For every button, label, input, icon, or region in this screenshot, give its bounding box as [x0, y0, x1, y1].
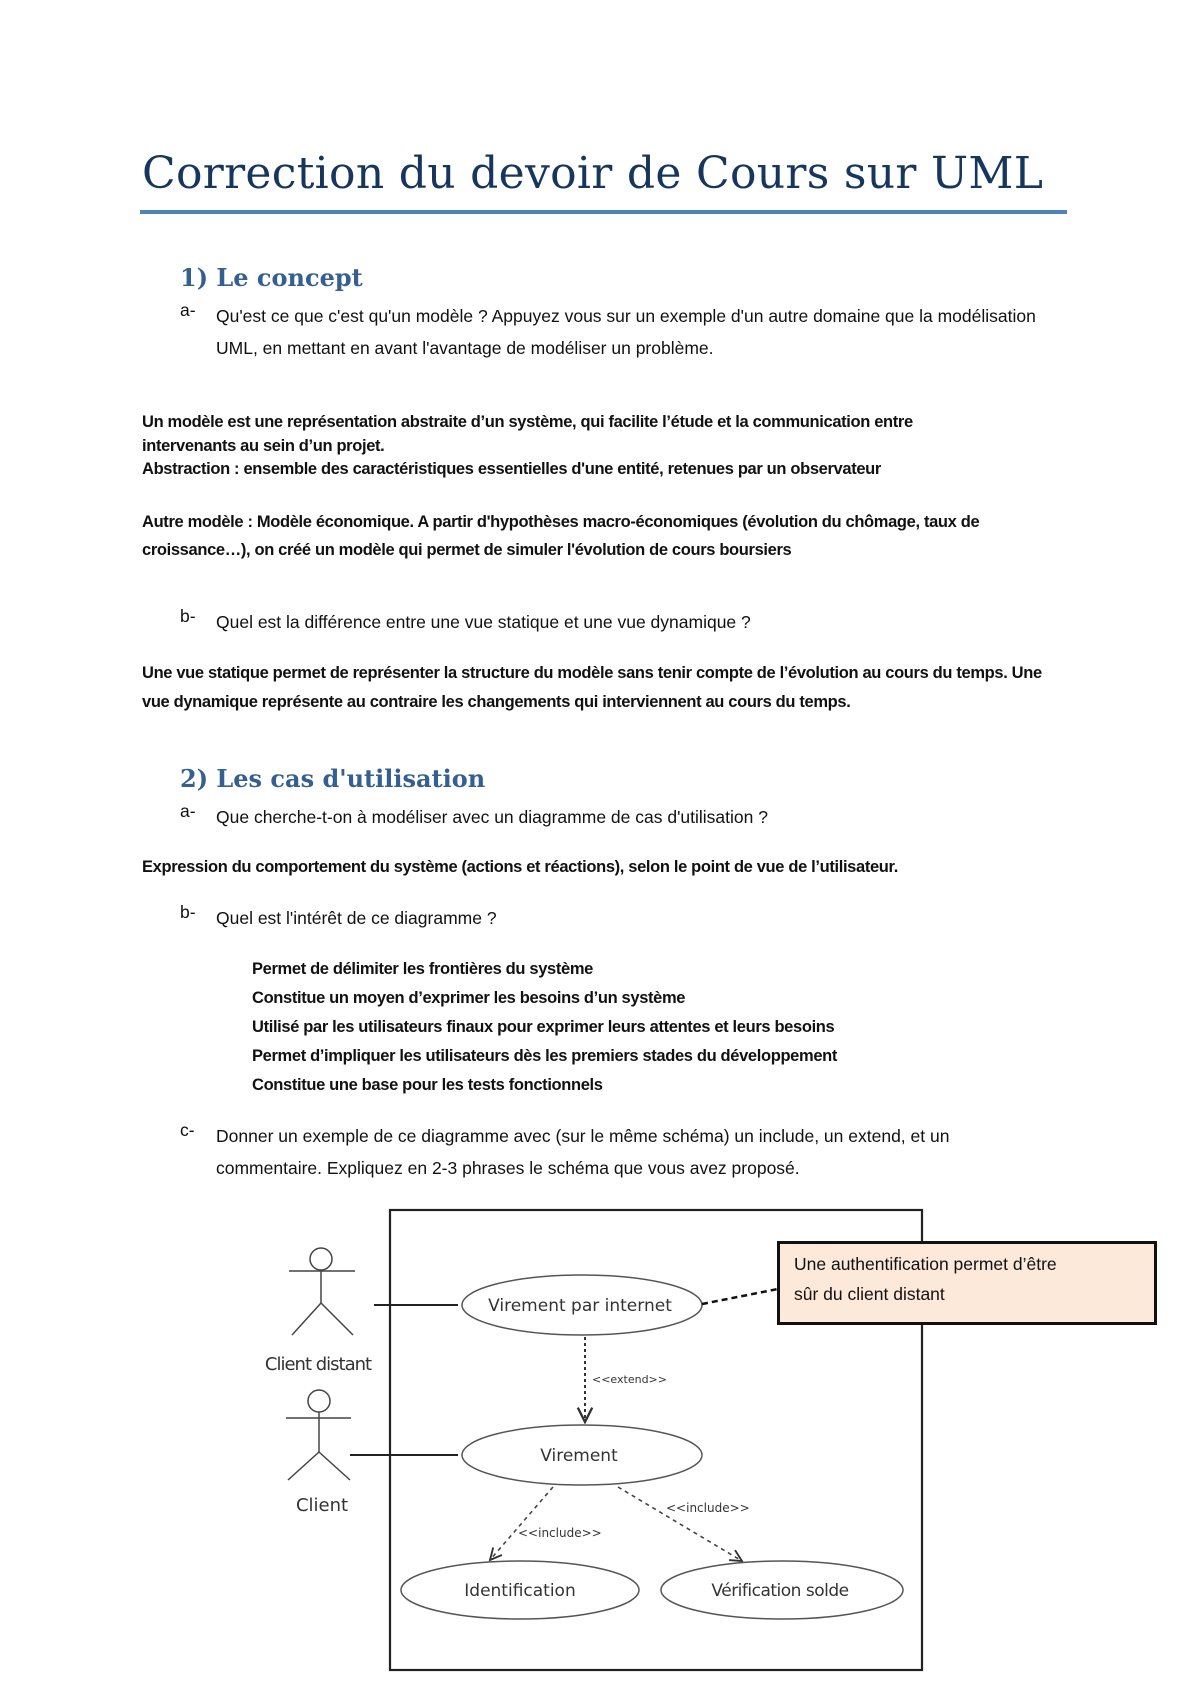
question-marker: b- — [180, 606, 196, 626]
question-text: Que cherche-t-on à modéliser avec un diagramme de cas d'utilisation ? — [216, 807, 768, 827]
include-arrow-identification — [490, 1487, 553, 1560]
note-line: sûr du client distant — [794, 1284, 945, 1304]
include-label: <<include>> — [666, 1501, 750, 1515]
question-marker: a- — [180, 801, 196, 821]
question-marker: c- — [180, 1120, 195, 1140]
stick-figure-icon — [286, 1390, 351, 1480]
question-marker: b- — [180, 902, 196, 922]
use-case-virement-internet — [462, 1275, 702, 1335]
list-item: Permet d’impliquer les utilisateurs dès les premiers stades du développement — [252, 1047, 838, 1065]
include-label: <<include>> — [518, 1526, 602, 1540]
use-case-virement — [462, 1425, 702, 1485]
use-case-identification — [401, 1561, 639, 1619]
page-title: Correction du devoir de Cours sur UML — [142, 148, 1044, 199]
list-item: Constitue un moyen d’exprimer les besoins d’un système — [252, 989, 686, 1007]
extend-label: <<extend>> — [592, 1373, 667, 1386]
include-arrow-verification — [618, 1487, 742, 1561]
list-item: Constitue une base pour les tests fonctionnels — [252, 1076, 603, 1094]
use-case-verification-solde — [661, 1561, 903, 1619]
benefits-list — [252, 955, 837, 1100]
answer-line: Abstraction : ensemble des caractéristiques essentielles d'une entité, retenues par un observateur — [142, 460, 881, 478]
use-case-label: Identification — [464, 1581, 576, 1601]
use-case-label: Vérification solde — [711, 1581, 849, 1601]
use-case-label: Virement — [540, 1446, 618, 1466]
answer-1a-example: Autre modèle : Modèle économique. A partir d'hypothèses macro-économiques (évolution du chômage, taux de croissance…), on créé un modèle qui permet de simuler l'évolution de cours boursiers — [142, 513, 980, 559]
section-heading-use-cases: 2) Les cas d'utilisation — [180, 764, 486, 793]
question-text: Donner un exemple de ce diagramme avec (sur le même schéma) un include, un extend, et un commentaire. Expliquez en 2-3 phrases le schéma que vous avez proposé. — [216, 1126, 950, 1178]
actor-client-distant — [265, 1248, 372, 1375]
actor-client — [286, 1390, 351, 1516]
title-underline — [140, 210, 1067, 214]
actor-label: Client — [295, 1495, 349, 1516]
note-line: Une authentification permet d’être — [794, 1254, 1057, 1274]
stick-figure-icon — [289, 1248, 355, 1335]
question-text: Quel est la différence entre une vue statique et une vue dynamique ? — [216, 612, 751, 632]
answer-1a — [142, 410, 1072, 482]
question-text: Qu'est ce que c'est qu'un modèle ? Appuyez vous sur un exemple d'un autre domaine que la modélisation UML, en mettant en avant l'avantage de modéliser un problème. — [216, 306, 1036, 358]
answer-line: Un modèle est une représentation abstraite d’un système, qui facilite l’étude et la communication entre — [142, 413, 913, 431]
answer-1b: Une vue statique permet de représenter la structure du modèle sans tenir compte de l’évolution au cours du temps. Une vue dynamique représente au contraire les changements qui interviennent au cours du temps. — [142, 664, 1042, 711]
question-marker: a- — [180, 300, 196, 320]
question-text: Quel est l'intérêt de ce diagramme ? — [216, 908, 497, 928]
section-heading-concept: 1) Le concept — [180, 263, 363, 292]
actor-label: Client distant — [264, 1354, 372, 1375]
use-case-label: Virement par internet — [488, 1296, 672, 1316]
note-anchor-line — [702, 1289, 778, 1304]
list-item: Permet de délimiter les frontières du système — [252, 960, 593, 978]
comment-note — [777, 1241, 1157, 1325]
answer-line: intervenants au sein d’un projet. — [142, 437, 385, 455]
list-item: Utilisé par les utilisateurs finaux pour exprimer leurs attentes et leurs besoins — [252, 1018, 835, 1036]
answer-2a: Expression du comportement du système (actions et réactions), selon le point de vue de l’utilisateur. — [142, 858, 898, 876]
